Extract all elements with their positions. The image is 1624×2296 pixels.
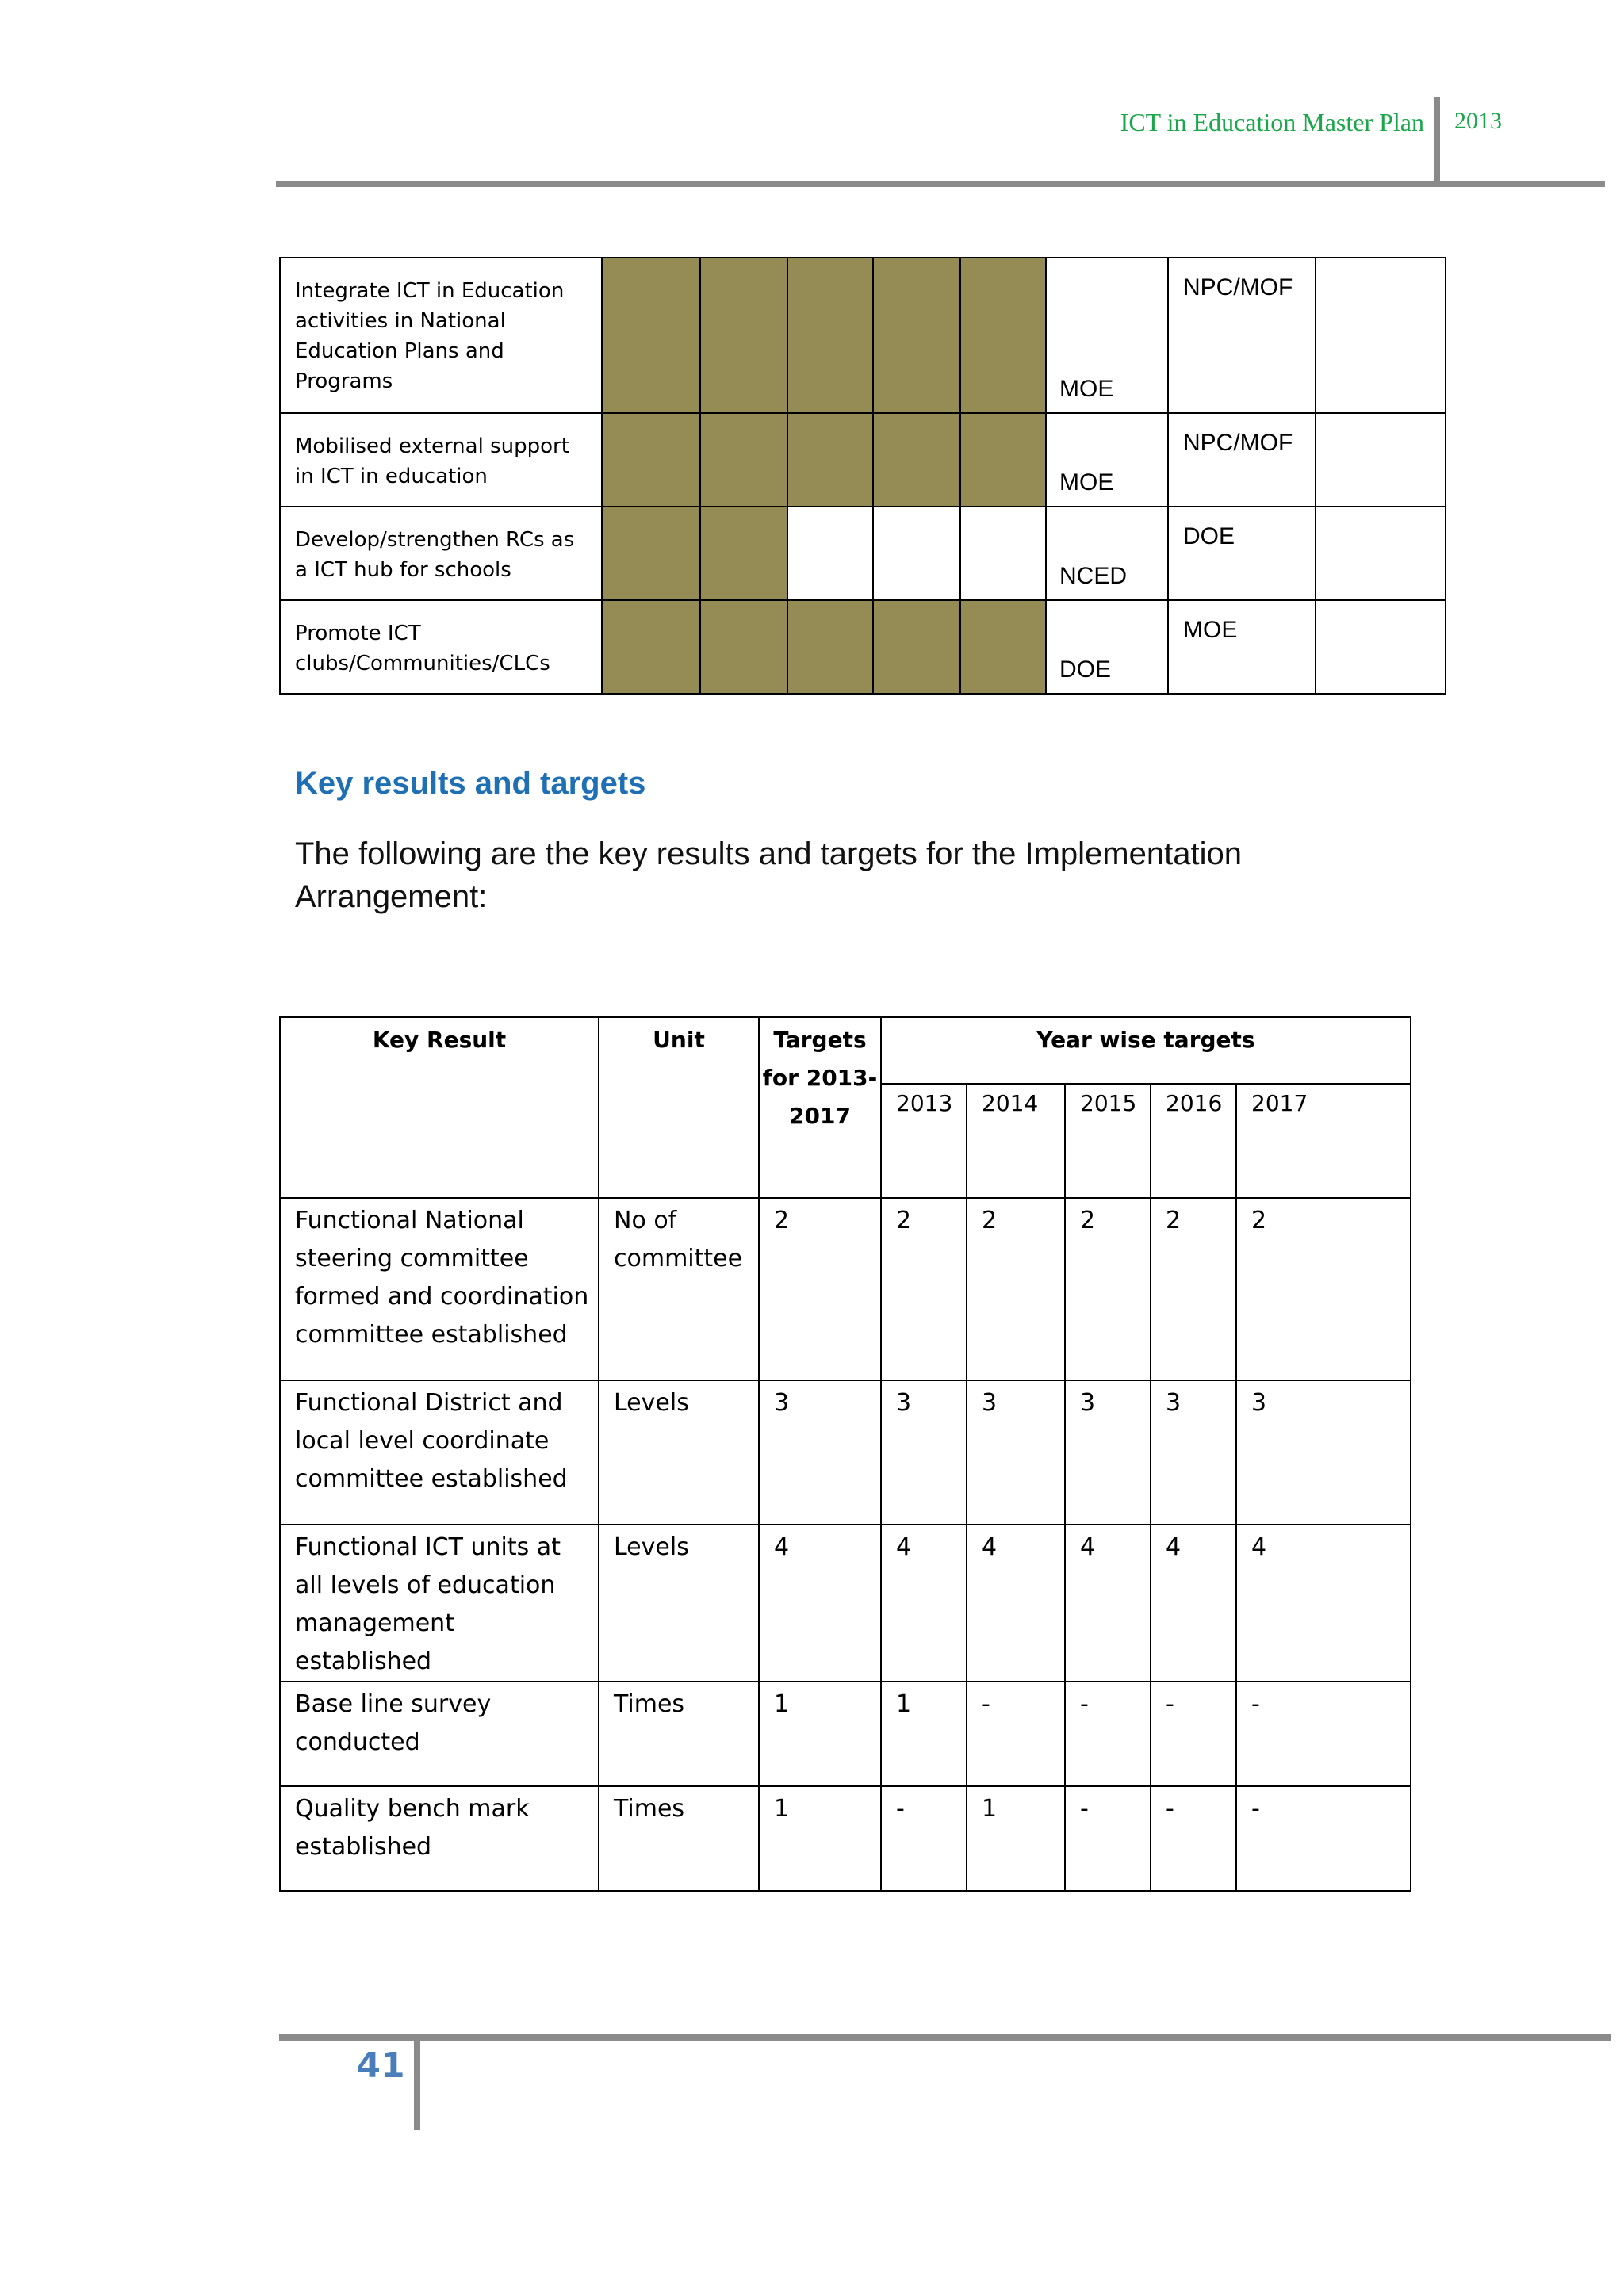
timeline-cell (602, 507, 700, 600)
year-target-cell: 3 (967, 1380, 1065, 1525)
year-target-cell: - (1151, 1682, 1236, 1786)
timeline-cell (960, 258, 1046, 413)
unit-cell: No of committee (599, 1198, 759, 1380)
page-number: 41 (356, 2045, 405, 2086)
responsible-agency: MOE (1046, 413, 1168, 507)
year-target-cell: - (967, 1682, 1065, 1786)
timeline-cell (960, 600, 1046, 694)
year-target-cell: 2 (967, 1198, 1065, 1380)
responsible-agency: NCED (1046, 507, 1168, 600)
timeline-cell (873, 600, 960, 694)
year-target-cell: - (881, 1786, 967, 1891)
year-target-cell: 4 (881, 1525, 967, 1682)
footer-divider (414, 2036, 420, 2130)
total-target-cell: 2 (759, 1198, 881, 1380)
key-result-row (280, 1380, 1411, 1525)
header-key-result: Key Result (280, 1017, 599, 1198)
unit-cell: Levels (599, 1380, 759, 1525)
footer-rule (279, 2034, 1611, 2041)
year-header: 2013 (881, 1084, 967, 1198)
activity-name: Mobilised external support in ICT in education (280, 413, 602, 507)
timeline-cell (700, 600, 787, 694)
activity-row (280, 507, 1446, 600)
activity-row (280, 600, 1446, 694)
timeline-cell (787, 413, 873, 507)
year-target-cell: 4 (967, 1525, 1065, 1682)
year-target-cell: 1 (881, 1682, 967, 1786)
key-result-text: Functional National steering committee formed and coordination committee established (280, 1198, 599, 1380)
timeline-cell (602, 258, 700, 413)
key-result-row (280, 1682, 1411, 1786)
timeline-cell (960, 413, 1046, 507)
header-rule (276, 181, 1605, 187)
timeline-cell (602, 600, 700, 694)
supporting-agency: NPC/MOF (1168, 413, 1316, 507)
key-result-row (280, 1198, 1411, 1380)
timeline-cell (602, 413, 700, 507)
key-results-table (279, 1016, 1411, 1892)
remarks-cell (1316, 258, 1446, 413)
key-result-row (280, 1525, 1411, 1682)
year-target-cell: 3 (1236, 1380, 1411, 1525)
year-target-cell: 3 (1151, 1380, 1236, 1525)
year-target-cell: 3 (881, 1380, 967, 1525)
header-year-wise-targets: Year wise targets (881, 1017, 1411, 1084)
year-target-cell: - (1065, 1682, 1151, 1786)
key-result-text: Quality bench mark established (280, 1786, 599, 1891)
activity-name: Promote ICT clubs/Communities/CLCs (280, 600, 602, 694)
header-divider (1434, 97, 1440, 184)
timeline-cell (873, 258, 960, 413)
activity-table (279, 257, 1446, 695)
supporting-agency: NPC/MOF (1168, 258, 1316, 413)
activity-name: Integrate ICT in Education activities in National Education Plans and Programs (280, 258, 602, 413)
timeline-cell (700, 413, 787, 507)
year-target-cell: 2 (881, 1198, 967, 1380)
key-result-text: Functional District and local level coordinate committee established (280, 1380, 599, 1525)
total-target-cell: 4 (759, 1525, 881, 1682)
remarks-cell (1316, 600, 1446, 694)
year-header: 2016 (1151, 1084, 1236, 1198)
header-unit: Unit (599, 1017, 759, 1198)
year-header: 2015 (1065, 1084, 1151, 1198)
key-result-text: Base line survey conducted (280, 1682, 599, 1786)
timeline-cell (960, 507, 1046, 600)
header-year: 2013 (1454, 108, 1502, 134)
year-target-cell: - (1236, 1682, 1411, 1786)
key-result-row (280, 1786, 1411, 1891)
total-target-cell: 1 (759, 1682, 881, 1786)
year-target-cell: 2 (1065, 1198, 1151, 1380)
year-target-cell: 4 (1065, 1525, 1151, 1682)
year-target-cell: 1 (967, 1786, 1065, 1891)
activity-name: Develop/strengthen RCs as a ICT hub for schools (280, 507, 602, 600)
year-target-cell: 2 (1151, 1198, 1236, 1380)
timeline-cell (873, 507, 960, 600)
supporting-agency: MOE (1168, 600, 1316, 694)
total-target-cell: 1 (759, 1786, 881, 1891)
timeline-cell (787, 507, 873, 600)
unit-cell: Times (599, 1682, 759, 1786)
year-target-cell: - (1236, 1786, 1411, 1891)
year-header: 2017 (1236, 1084, 1411, 1198)
supporting-agency: DOE (1168, 507, 1316, 600)
timeline-cell (787, 258, 873, 413)
total-target-cell: 3 (759, 1380, 881, 1525)
year-target-cell: 3 (1065, 1380, 1151, 1525)
header-title: ICT in Education Master Plan (1120, 108, 1424, 136)
section-heading: Key results and targets (295, 766, 646, 801)
year-target-cell: - (1065, 1786, 1151, 1891)
year-target-cell: - (1151, 1786, 1236, 1891)
timeline-cell (700, 258, 787, 413)
key-result-text: Functional ICT units at all levels of education management established (280, 1525, 599, 1682)
timeline-cell (700, 507, 787, 600)
unit-cell: Times (599, 1786, 759, 1891)
timeline-cell (787, 600, 873, 694)
year-target-cell: 4 (1151, 1525, 1236, 1682)
responsible-agency: DOE (1046, 600, 1168, 694)
year-header: 2014 (967, 1084, 1065, 1198)
unit-cell: Levels (599, 1525, 759, 1682)
year-target-cell: 4 (1236, 1525, 1411, 1682)
timeline-cell (873, 413, 960, 507)
responsible-agency: MOE (1046, 258, 1168, 413)
activity-row (280, 258, 1446, 413)
remarks-cell (1316, 413, 1446, 507)
header-targets: Targets for 2013-2017 (759, 1017, 881, 1198)
section-intro: The following are the key results and targets for the Implementation Arrangement: (295, 836, 1242, 914)
remarks-cell (1316, 507, 1446, 600)
year-target-cell: 2 (1236, 1198, 1411, 1380)
activity-row (280, 413, 1446, 507)
